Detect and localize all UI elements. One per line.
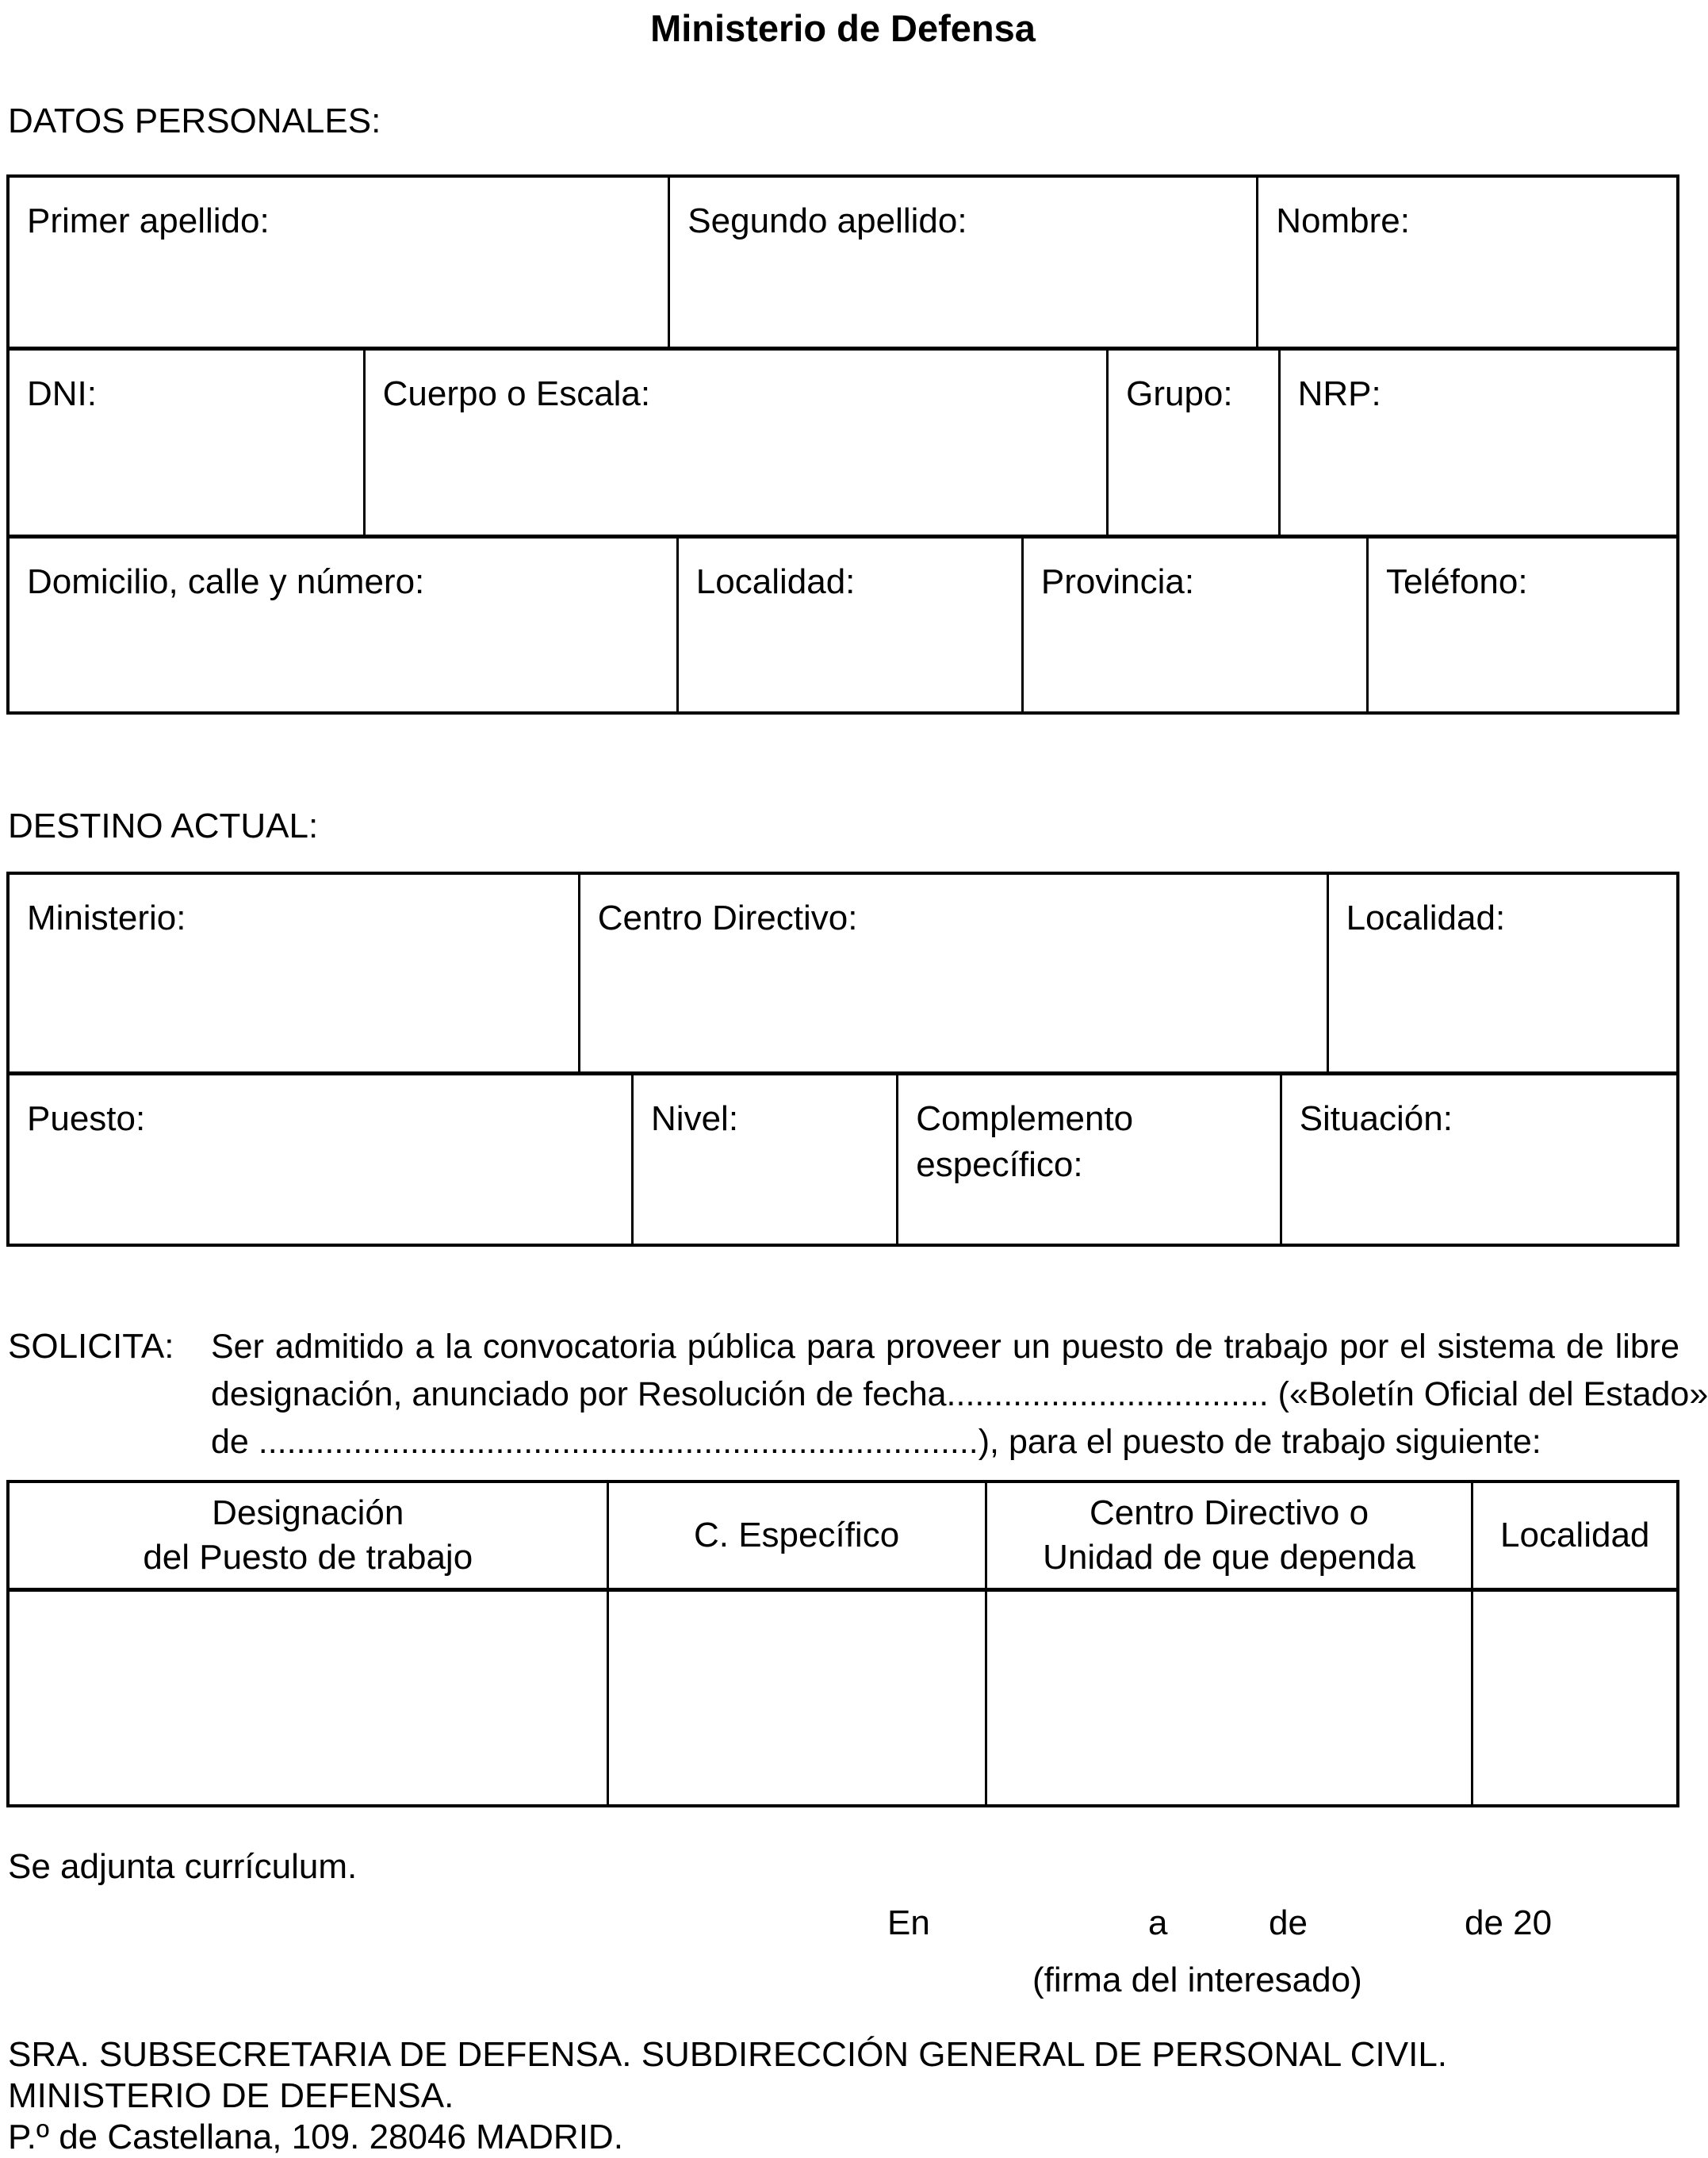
- cell-puesto: [10, 1075, 631, 1244]
- situacion-label: Situación:: [1299, 1099, 1453, 1138]
- empty-cell-localidad: [1471, 1592, 1676, 1804]
- nrp-label: NRP:: [1297, 374, 1381, 413]
- date-de20-label: de 20: [1465, 1903, 1553, 1942]
- destino-actual-heading: DESTINO ACTUAL:: [8, 807, 319, 845]
- table-header-row: [10, 1483, 1676, 1588]
- header-designacion-puesto: [10, 1483, 607, 1588]
- header-c-especifico-label: C. Específico: [693, 1516, 900, 1554]
- solicita-label: SOLICITA:: [8, 1327, 174, 1366]
- cell-domicilio: [10, 539, 676, 711]
- nombre-label: Nombre:: [1276, 201, 1410, 240]
- localidad-label: Localidad:: [695, 562, 856, 601]
- cell-provincia: [1021, 539, 1366, 711]
- datos-personales-table: [6, 174, 1679, 715]
- solicita-section: [8, 1323, 1708, 1466]
- centro-directivo-label: Centro Directivo:: [597, 899, 858, 937]
- destination-address-block: [8, 2034, 1686, 2158]
- cell-centro-directivo: [578, 875, 1327, 1071]
- header-c-especifico: [607, 1483, 985, 1588]
- nivel-label: Nivel:: [651, 1099, 739, 1138]
- date-line: [0, 1899, 1686, 1947]
- header-designacion-line1: Designación: [212, 1493, 404, 1532]
- date-de-label: de: [1269, 1903, 1308, 1942]
- ministerio-label: Ministerio:: [27, 899, 186, 937]
- cell-primer-apellido: [10, 178, 668, 347]
- table-row: [10, 178, 1676, 347]
- empty-cell-designacion: [10, 1592, 607, 1804]
- cell-complemento-especifico: [896, 1075, 1279, 1244]
- header-centro-directivo-unidad: [985, 1483, 1472, 1588]
- cell-ministerio: [10, 875, 578, 1071]
- firma-caption: (firma del interesado): [1032, 1961, 1362, 1999]
- cell-nivel: [631, 1075, 896, 1244]
- solicita-line-3: de ............................................................................), para el puesto de trabajo siguiente:: [211, 1423, 1541, 1461]
- cell-telefono: [1366, 539, 1676, 711]
- header-designacion-line2: del Puesto de trabajo: [143, 1538, 473, 1577]
- table-row: [10, 1071, 1676, 1244]
- address-line-3: P.º de Castellana, 109. 28046 MADRID.: [8, 2118, 623, 2156]
- cell-situacion: [1280, 1075, 1676, 1244]
- solicita-line-2: designación, anunciado por Resolución de fecha.................................. («Boletín Oficial del Estado»: [211, 1375, 1708, 1413]
- primer-apellido-label: Primer apellido:: [27, 201, 270, 240]
- cell-grupo: [1106, 351, 1278, 535]
- domicilio-label: Domicilio, calle y número:: [27, 562, 425, 601]
- cell-localidad-destino: [1327, 875, 1676, 1071]
- header-localidad-label: Localidad: [1500, 1516, 1650, 1554]
- date-a-label: a: [1148, 1903, 1168, 1942]
- address-line-1: SRA. SUBSECRETARIA DE DEFENSA. SUBDIRECCIÓN GENERAL DE PERSONAL CIVIL.: [8, 2035, 1448, 2074]
- cell-dni: [10, 351, 363, 535]
- puesto-label: Puesto:: [27, 1099, 146, 1138]
- header-centro-directivo-line1: Centro Directivo o: [1089, 1493, 1369, 1532]
- empty-cell-centro-directivo: [985, 1592, 1472, 1804]
- form-page: [0, 7, 1708, 2156]
- dni-label: DNI:: [27, 374, 97, 413]
- table-row: [10, 875, 1676, 1071]
- table-row: [10, 347, 1676, 535]
- address-line-2: MINISTERIO DE DEFENSA.: [8, 2076, 454, 2115]
- complemento-especifico-label: Complemento específico:: [916, 1099, 1134, 1184]
- telefono-label: Teléfono:: [1386, 562, 1528, 601]
- segundo-apellido-label: Segundo apellido:: [687, 201, 967, 240]
- header-localidad: [1471, 1483, 1676, 1588]
- solicita-line-1: Ser admitido a la convocatoria pública para proveer un puesto de trabajo por el sistema de libre: [211, 1328, 1679, 1366]
- cell-cuerpo-escala: [363, 351, 1106, 535]
- empty-cell-c-especifico: [607, 1592, 985, 1804]
- datos-personales-heading: DATOS PERSONALES:: [8, 102, 381, 140]
- localidad-destino-label: Localidad:: [1346, 899, 1506, 937]
- grupo-label: Grupo:: [1126, 374, 1233, 413]
- date-en-label: En: [887, 1903, 930, 1942]
- table-empty-row: [10, 1588, 1676, 1804]
- adjunta-curriculum-text: Se adjunta currículum.: [8, 1847, 358, 1886]
- header-centro-directivo-line2: Unidad de que dependa: [1043, 1538, 1415, 1577]
- table-row: [10, 535, 1676, 711]
- cell-nombre: [1256, 178, 1676, 347]
- cell-segundo-apellido: [668, 178, 1256, 347]
- destino-actual-table: [6, 872, 1679, 1247]
- cuerpo-escala-label: Cuerpo o Escala:: [382, 374, 651, 413]
- provincia-label: Provincia:: [1040, 562, 1195, 601]
- cell-nrp: [1278, 351, 1676, 535]
- solicita-text: [211, 1323, 1708, 1466]
- puestos-solicitados-table: [6, 1480, 1679, 1807]
- cell-localidad: [676, 539, 1021, 711]
- page-title: Ministerio de Defensa: [650, 7, 1036, 49]
